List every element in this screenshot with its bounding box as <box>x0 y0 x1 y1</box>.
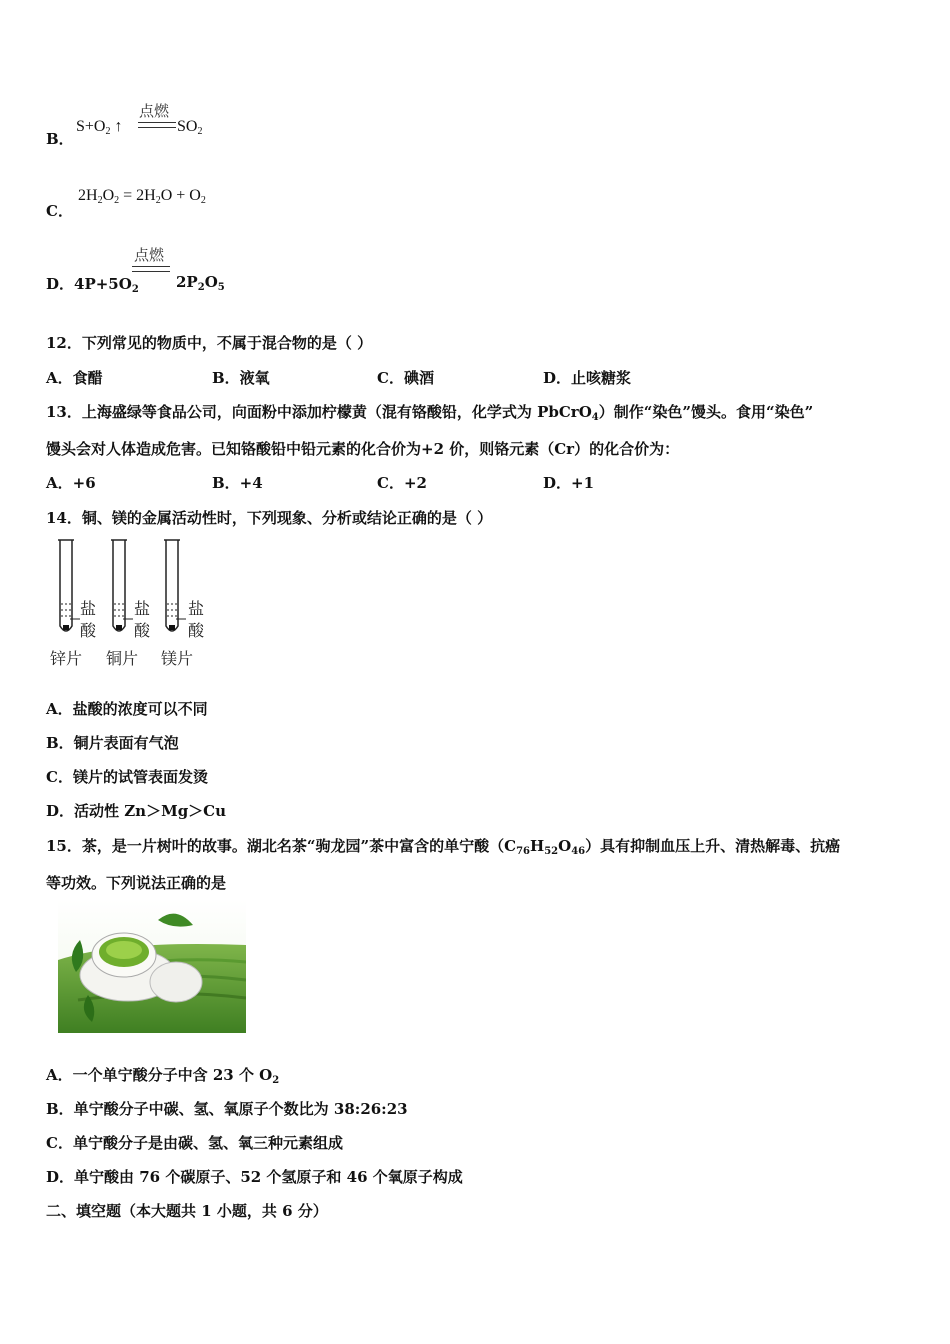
q14-option-d: D．活动性 Zn＞Mg＞Cu <box>46 802 227 820</box>
eq-c-part1: 2H <box>78 187 98 204</box>
eq-b-rhs-text: SO <box>177 118 198 135</box>
q14-option-c: C．镁片的试管表面发烫 <box>46 768 208 786</box>
q12-option-d: D．止咳糖浆 <box>543 369 632 387</box>
option-d-equation <box>46 273 139 295</box>
eq-c-sub1: 2 <box>97 195 103 206</box>
q13-line1-a: 13．上海盛绿等食品公司，向面粉中添加柠檬黄（混有铬酸铅，化学式为 PbCrO <box>46 403 592 421</box>
section-2-title: 二、填空题（本大题共 1 小题，共 6 分） <box>46 1202 328 1220</box>
option-c-letter: C． <box>46 202 73 220</box>
acid-label-3a: 盐 <box>188 599 205 618</box>
eq-d-double-line <box>132 266 170 272</box>
eq-b-rhs-sub: 2 <box>197 126 203 137</box>
eq-d-rhs-o: O <box>204 273 218 291</box>
eq-d-condition: 点燃 <box>134 246 165 264</box>
q15-h-sub: 52 <box>544 846 559 857</box>
q12-option-c: C．碘酒 <box>377 369 434 387</box>
metal-label-copper: 铜片 <box>106 649 139 668</box>
q13-line1 <box>46 401 813 423</box>
q13-option-a: A．+6 <box>46 474 96 492</box>
q12-option-b: B．液氧 <box>212 369 270 387</box>
acid-label-2a: 盐 <box>134 599 151 618</box>
q14-stem: 14．铜、镁的金属活动性时，下列现象、分析或结论正确的是（ ） <box>46 509 493 527</box>
q15-option-a-text: A．一个单宁酸分子中含 23 个 O <box>46 1066 273 1084</box>
q12-option-a: A．食醋 <box>46 369 103 387</box>
q15-line1-b: ）具有抑制血压上升、清热解毒、抗癌 <box>585 837 841 855</box>
eq-d-letter: D． <box>46 275 75 293</box>
metal-label-zinc: 锌片 <box>50 649 83 668</box>
q13-line1-b: ）制作“染色”馒头。食用“染色” <box>598 403 814 421</box>
eq-d-rhs-sub1: 2 <box>197 282 205 293</box>
eq-d-rhs-text: 2P <box>176 273 198 291</box>
option-b-letter: B． <box>46 130 74 148</box>
acid-label-3b: 酸 <box>188 621 205 640</box>
eq-c-part2: O <box>102 187 115 204</box>
eq-d-rhs <box>176 273 225 293</box>
eq-d-lhs-sub: 2 <box>131 284 139 295</box>
q15-line2: 等功效。下列说法正确的是 <box>46 874 227 892</box>
eq-b-rhs <box>177 118 202 137</box>
acid-label-2b: 酸 <box>134 621 151 640</box>
q14-option-b: B．铜片表面有气泡 <box>46 734 179 752</box>
option-c-equation <box>78 187 206 206</box>
q15-o-sub: 46 <box>571 846 586 857</box>
eq-c-sub4: 2 <box>200 195 206 206</box>
eq-d-rhs-sub2: 5 <box>217 282 225 293</box>
q13-line1-sub: 4 <box>591 412 599 423</box>
eq-c-part3: = 2H <box>119 187 156 204</box>
q15-line1-a: 15．茶，是一片树叶的故事。湖北名茶“驹龙园”茶中富含的单宁酸（C <box>46 837 517 855</box>
eq-b-condition: 点燃 <box>139 102 170 120</box>
eq-b-lhs-sub: 2 <box>105 126 111 137</box>
tea-image <box>58 900 246 1033</box>
q15-line1 <box>46 835 840 857</box>
q13-line2: 馒头会对人体造成危害。已知铬酸铅中铅元素的化合价为+2 价，则铬元素（Cr）的化合价为： <box>46 440 680 458</box>
acid-label-1b: 酸 <box>80 621 97 640</box>
q13-option-b: B．+4 <box>212 474 263 492</box>
q12-stem: 12．下列常见的物质中，不属于混合物的是（ ） <box>46 334 373 352</box>
tube-zinc <box>58 540 80 631</box>
q15-option-c: C．单宁酸分子是由碳、氢、氧三种元素组成 <box>46 1134 343 1152</box>
q15-option-b: B．单宁酸分子中碳、氢、氧原子个数比为 38:26:23 <box>46 1100 408 1118</box>
eq-b-arrow: ↑ <box>114 118 123 135</box>
metal-label-magnesium: 镁片 <box>161 649 194 668</box>
q13-option-c: C．+2 <box>377 474 427 492</box>
tube-magnesium <box>164 540 186 631</box>
acid-label-1a: 盐 <box>80 599 97 618</box>
eq-c-sub2: 2 <box>114 195 120 206</box>
q15-o: O <box>558 837 572 855</box>
q13-option-d: D．+1 <box>543 474 595 492</box>
eq-c-part4: O + O <box>160 187 201 204</box>
q14-option-a: A．盐酸的浓度可以不同 <box>46 700 208 718</box>
tube-copper <box>111 540 133 631</box>
q15-h: H <box>530 837 545 855</box>
eq-d-lhs: 4P+5O <box>74 275 132 293</box>
option-b-equation <box>76 118 122 137</box>
q15-option-a <box>46 1064 279 1086</box>
eq-b-double-line <box>138 122 176 128</box>
eq-c-sub3: 2 <box>155 195 161 206</box>
test-tube-figure <box>50 536 220 671</box>
tea-illustration-svg <box>58 900 246 1033</box>
eq-b-lhs: S+O <box>76 118 106 135</box>
q15-option-d: D．单宁酸由 76 个碳原子、52 个氢原子和 46 个氧原子构成 <box>46 1168 463 1186</box>
q15-c-sub: 76 <box>516 846 530 857</box>
q15-option-a-sub: 2 <box>272 1075 280 1086</box>
